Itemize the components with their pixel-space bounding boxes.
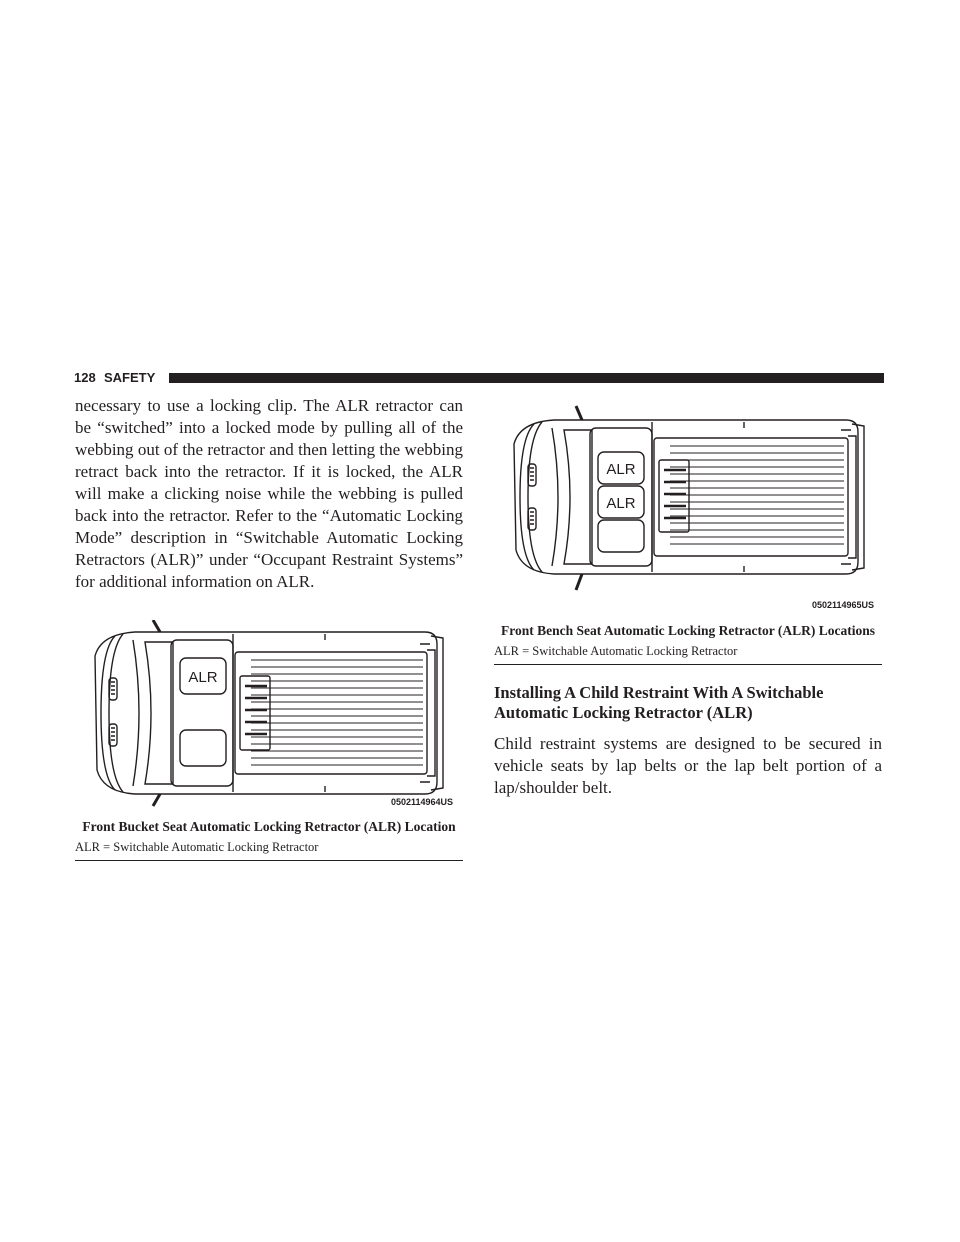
left-column bbox=[75, 395, 463, 861]
right-paragraph: Child restraint systems are designed to be secured in vehicle seats by lap belts or the lap belt portion of a lap/shoulder belt. bbox=[494, 734, 882, 797]
left-paragraph: necessary to use a locking clip. The ALR retractor can be “switched” into a locked mode by pulling all of the webbing out of the retractor and then letting the webbing retract back into the retractor. If it is locked, the ALR will make a clicking noise while the webbing is pulled back into the retractor. Refer to the “Automatic Locking Mode” description in “Switchable Automatic Locking Retractors (ALR)” under “Occupant Restraint Systems” for additional information on ALR. bbox=[75, 396, 463, 591]
figure-caption: Front Bench Seat Automatic Locking Retractor (ALR) Locations bbox=[500, 623, 876, 638]
figure-code: 0502114965US bbox=[812, 600, 875, 610]
empty-seat bbox=[598, 520, 644, 552]
section-title: SAFETY bbox=[104, 370, 156, 385]
page-number: 128 bbox=[74, 370, 96, 385]
empty-seat bbox=[180, 730, 226, 766]
header-bar bbox=[169, 373, 884, 383]
section-heading: Installing A Child Restraint With A Switchable Automatic Locking Retractor (ALR) bbox=[494, 683, 824, 722]
right-column bbox=[494, 398, 882, 799]
figure-caption: Front Bucket Seat Automatic Locking Retractor (ALR) Location bbox=[82, 819, 456, 834]
bucket-seat-figure bbox=[75, 620, 463, 808]
bench-seat-figure bbox=[494, 398, 882, 612]
van-top-view-illustration bbox=[75, 620, 463, 808]
alr-seat-label: ALR bbox=[606, 495, 636, 512]
van-top-view-illustration bbox=[494, 398, 882, 598]
figure-code: 0502114964US bbox=[391, 797, 454, 807]
figure-legend: ALR = Switchable Automatic Locking Retractor bbox=[494, 643, 882, 665]
page-header bbox=[74, 370, 884, 386]
alr-seat-label: ALR bbox=[606, 461, 636, 478]
alr-seat-label: ALR bbox=[188, 669, 218, 686]
figure-legend: ALR = Switchable Automatic Locking Retractor bbox=[75, 839, 463, 861]
